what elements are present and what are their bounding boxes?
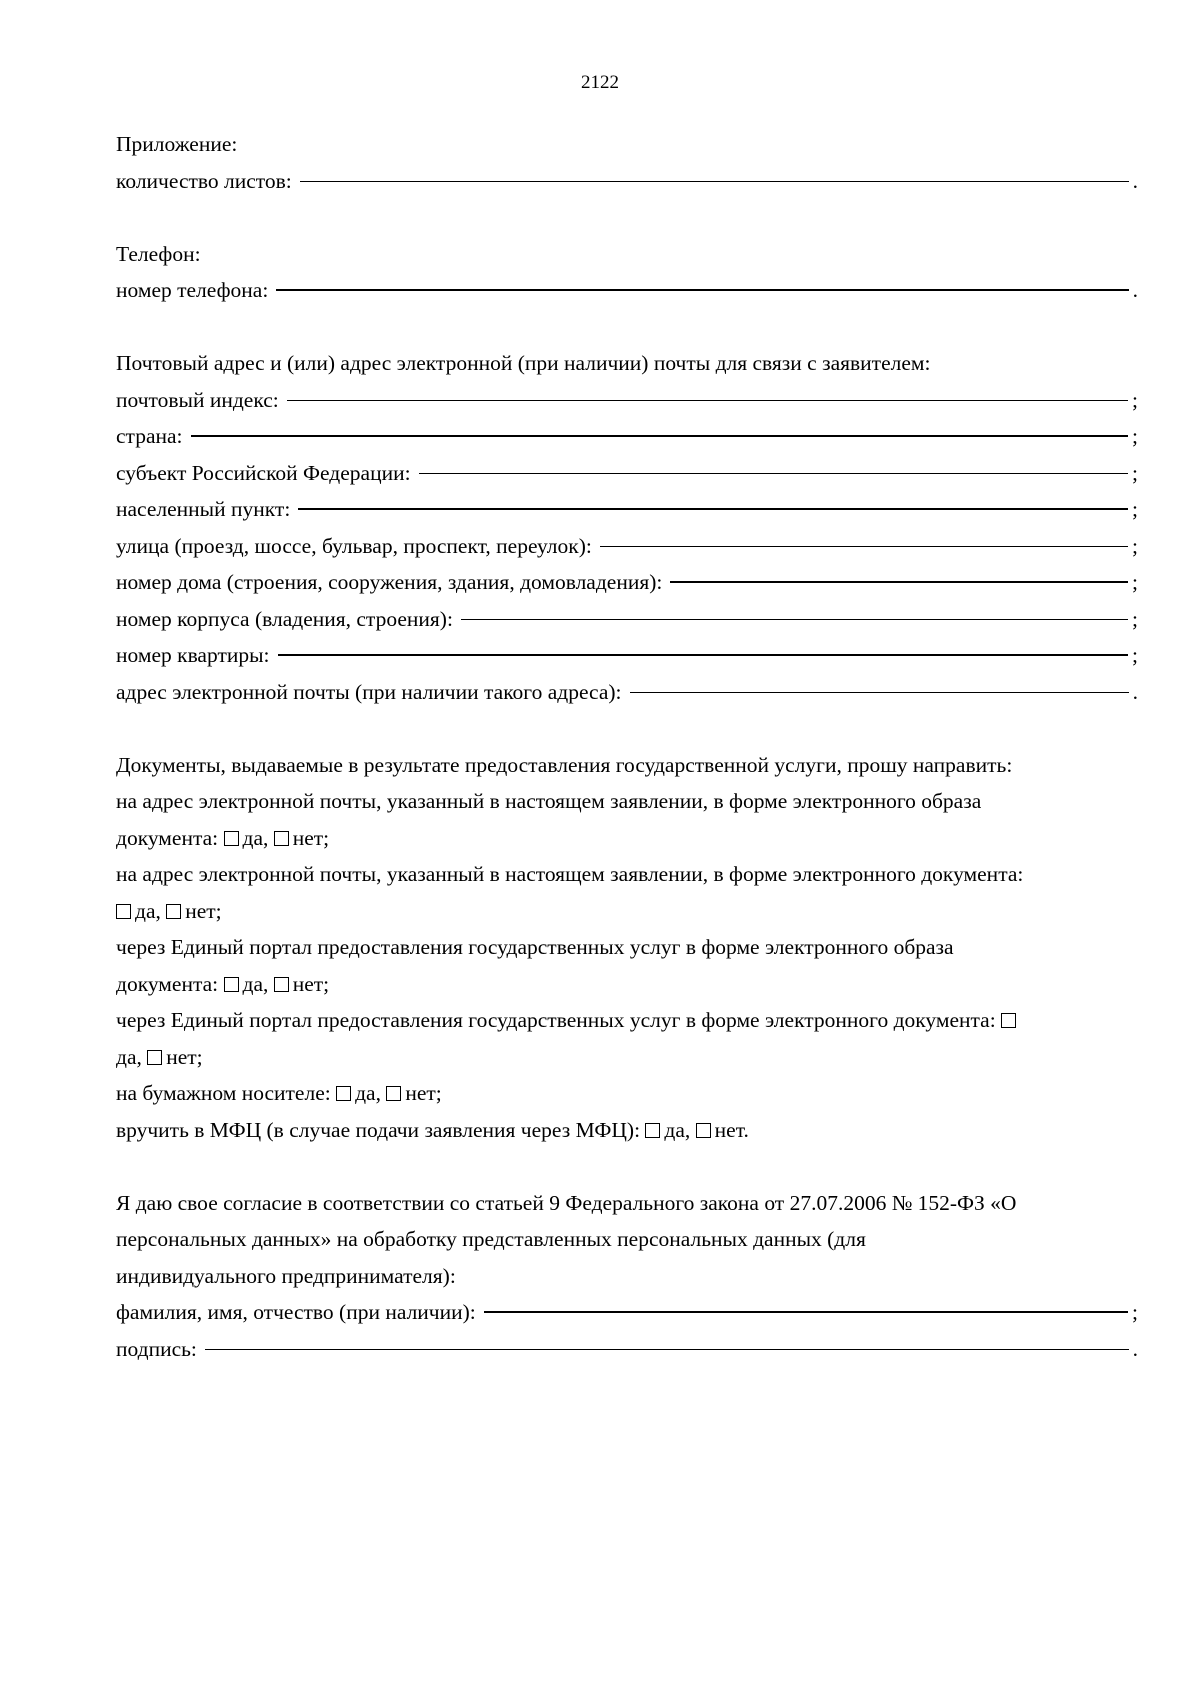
no-label: нет. — [714, 1117, 749, 1142]
building-number-input-line[interactable] — [461, 619, 1128, 620]
sheets-count-input-line[interactable] — [300, 181, 1129, 182]
postal-code-input-line[interactable] — [287, 400, 1128, 401]
checkbox-email-image-yes[interactable] — [224, 831, 239, 846]
yes-label: да, — [664, 1117, 691, 1142]
apartment-number-field — [116, 637, 1138, 674]
sheets-count-field — [116, 163, 1138, 200]
country-label: страна: — [116, 424, 183, 448]
sheets-count-end: . — [1132, 168, 1138, 193]
consent-line-3: индивидуального предпринимателя): — [116, 1263, 456, 1288]
form-content — [116, 126, 1138, 1367]
phone-number-label: номер телефона: — [116, 278, 269, 302]
region-field — [116, 455, 1138, 492]
signature-label: подпись: — [116, 1336, 197, 1361]
street-input-line[interactable] — [600, 546, 1128, 547]
locality-end: ; — [1132, 497, 1138, 521]
email-end: . — [1132, 679, 1138, 704]
full-name-input-line[interactable] — [484, 1311, 1128, 1313]
consent-line-1: Я даю свое согласие в соответствии со статьей 9 Федерального закона от 27.07.2006 № 152-ФЗ «О — [116, 1190, 1017, 1215]
region-end: ; — [1132, 460, 1138, 485]
yes-label: да, — [116, 1044, 142, 1069]
no-label: нет; — [185, 898, 222, 923]
yes-label: да, — [242, 825, 269, 850]
checkbox-email-document-yes[interactable] — [116, 904, 131, 919]
building-number-field — [116, 601, 1138, 638]
no-label: нет; — [292, 971, 330, 996]
no-label: нет; — [292, 825, 330, 850]
consent-line-2: персональных данных» на обработку представленных персональных данных (для — [116, 1227, 866, 1251]
delivery-option-email-document-choices — [116, 893, 1138, 930]
delivery-option-portal-image-choices — [116, 966, 1138, 1003]
no-label: нет; — [405, 1081, 442, 1105]
checkbox-portal-document-no[interactable] — [147, 1050, 162, 1065]
signature-input-line[interactable] — [205, 1349, 1129, 1350]
delivery-option-mfc — [116, 1112, 1138, 1149]
delivery-option-portal-document-text — [116, 1002, 1138, 1039]
locality-label: населенный пункт: — [116, 497, 291, 521]
full-name-end: ; — [1132, 1300, 1138, 1324]
signature-field — [116, 1331, 1138, 1368]
locality-input-line[interactable] — [298, 508, 1128, 510]
house-number-end: ; — [1132, 570, 1138, 594]
phone-number-input-line[interactable] — [276, 289, 1128, 291]
checkbox-paper-yes[interactable] — [336, 1086, 351, 1101]
locality-field — [116, 491, 1138, 528]
checkbox-portal-image-yes[interactable] — [224, 977, 239, 992]
apartment-number-label: номер квартиры: — [116, 643, 270, 667]
email-input-line[interactable] — [630, 692, 1129, 693]
postal-code-end: ; — [1132, 387, 1138, 412]
attachment-heading: Приложение: — [116, 132, 238, 156]
checkbox-email-document-no[interactable] — [166, 904, 181, 919]
house-number-field — [116, 564, 1138, 601]
apartment-number-end: ; — [1132, 643, 1138, 667]
country-input-line[interactable] — [191, 435, 1129, 437]
delivery-option-portal-image-text: через Единый портал предоставления государственных услуг в форме электронного образа — [116, 935, 954, 959]
choice-prefix: документа: — [116, 971, 219, 996]
house-number-label: номер дома (строения, сооружения, здания, домовладения): — [116, 570, 663, 594]
yes-label: да, — [242, 971, 269, 996]
yes-label: да, — [135, 898, 161, 923]
street-field — [116, 528, 1138, 565]
region-label: субъект Российской Федерации: — [116, 460, 411, 485]
choice-prefix: документа: — [116, 825, 219, 850]
delivery-option-paper — [116, 1075, 1138, 1112]
email-label: адрес электронной почты (при наличии такого адреса): — [116, 679, 622, 704]
option-text: через Единый портал предоставления государственных услуг в форме электронного документа: — [116, 1008, 996, 1032]
building-number-end: ; — [1132, 606, 1138, 631]
apartment-number-input-line[interactable] — [278, 654, 1129, 656]
delivery-option-email-image-text: на адрес электронной почты, указанный в настоящем заявлении, в форме электронного образа — [116, 789, 982, 813]
country-field — [116, 418, 1138, 455]
choice-prefix: на бумажном носителе: — [116, 1081, 331, 1105]
house-number-input-line[interactable] — [670, 581, 1128, 583]
postal-code-field — [116, 382, 1138, 419]
signature-end: . — [1132, 1336, 1138, 1361]
sheets-count-label: количество листов: — [116, 168, 292, 193]
checkbox-portal-document-yes[interactable] — [1001, 1013, 1016, 1028]
delivery-option-email-document-text: на адрес электронной почты, указанный в настоящем заявлении, в форме электронного документа: — [116, 862, 1024, 886]
building-number-label: номер корпуса (владения, строения): — [116, 606, 453, 631]
email-field — [116, 674, 1138, 711]
street-label: улица (проезд, шоссе, бульвар, проспект, переулок): — [116, 533, 592, 558]
phone-heading: Телефон: — [116, 241, 201, 266]
phone-number-end: . — [1132, 278, 1138, 302]
delivery-option-email-image-choices — [116, 820, 1138, 857]
checkbox-paper-no[interactable] — [386, 1086, 401, 1101]
checkbox-email-image-no[interactable] — [274, 831, 289, 846]
page-number: 2122 — [581, 72, 619, 93]
country-end: ; — [1132, 424, 1138, 448]
yes-label: да, — [355, 1081, 381, 1105]
checkbox-mfc-yes[interactable] — [645, 1123, 660, 1138]
choice-prefix: вручить в МФЦ (в случае подачи заявления через МФЦ): — [116, 1117, 641, 1142]
phone-number-field — [116, 272, 1138, 309]
address-heading: Почтовый адрес и (или) адрес электронной (при наличии) почты для связи с заявителем: — [116, 351, 931, 375]
street-end: ; — [1132, 533, 1138, 558]
checkbox-portal-image-no[interactable] — [274, 977, 289, 992]
full-name-field — [116, 1294, 1138, 1331]
checkbox-mfc-no[interactable] — [696, 1123, 711, 1138]
no-label: нет; — [166, 1044, 203, 1069]
postal-code-label: почтовый индекс: — [116, 387, 279, 412]
delivery-heading: Документы, выдаваемые в результате предоставления государственной услуги, прошу направить: — [116, 752, 1013, 777]
delivery-option-portal-document-choices — [116, 1039, 1138, 1076]
region-input-line[interactable] — [419, 473, 1128, 474]
full-name-label: фамилия, имя, отчество (при наличии): — [116, 1300, 476, 1324]
